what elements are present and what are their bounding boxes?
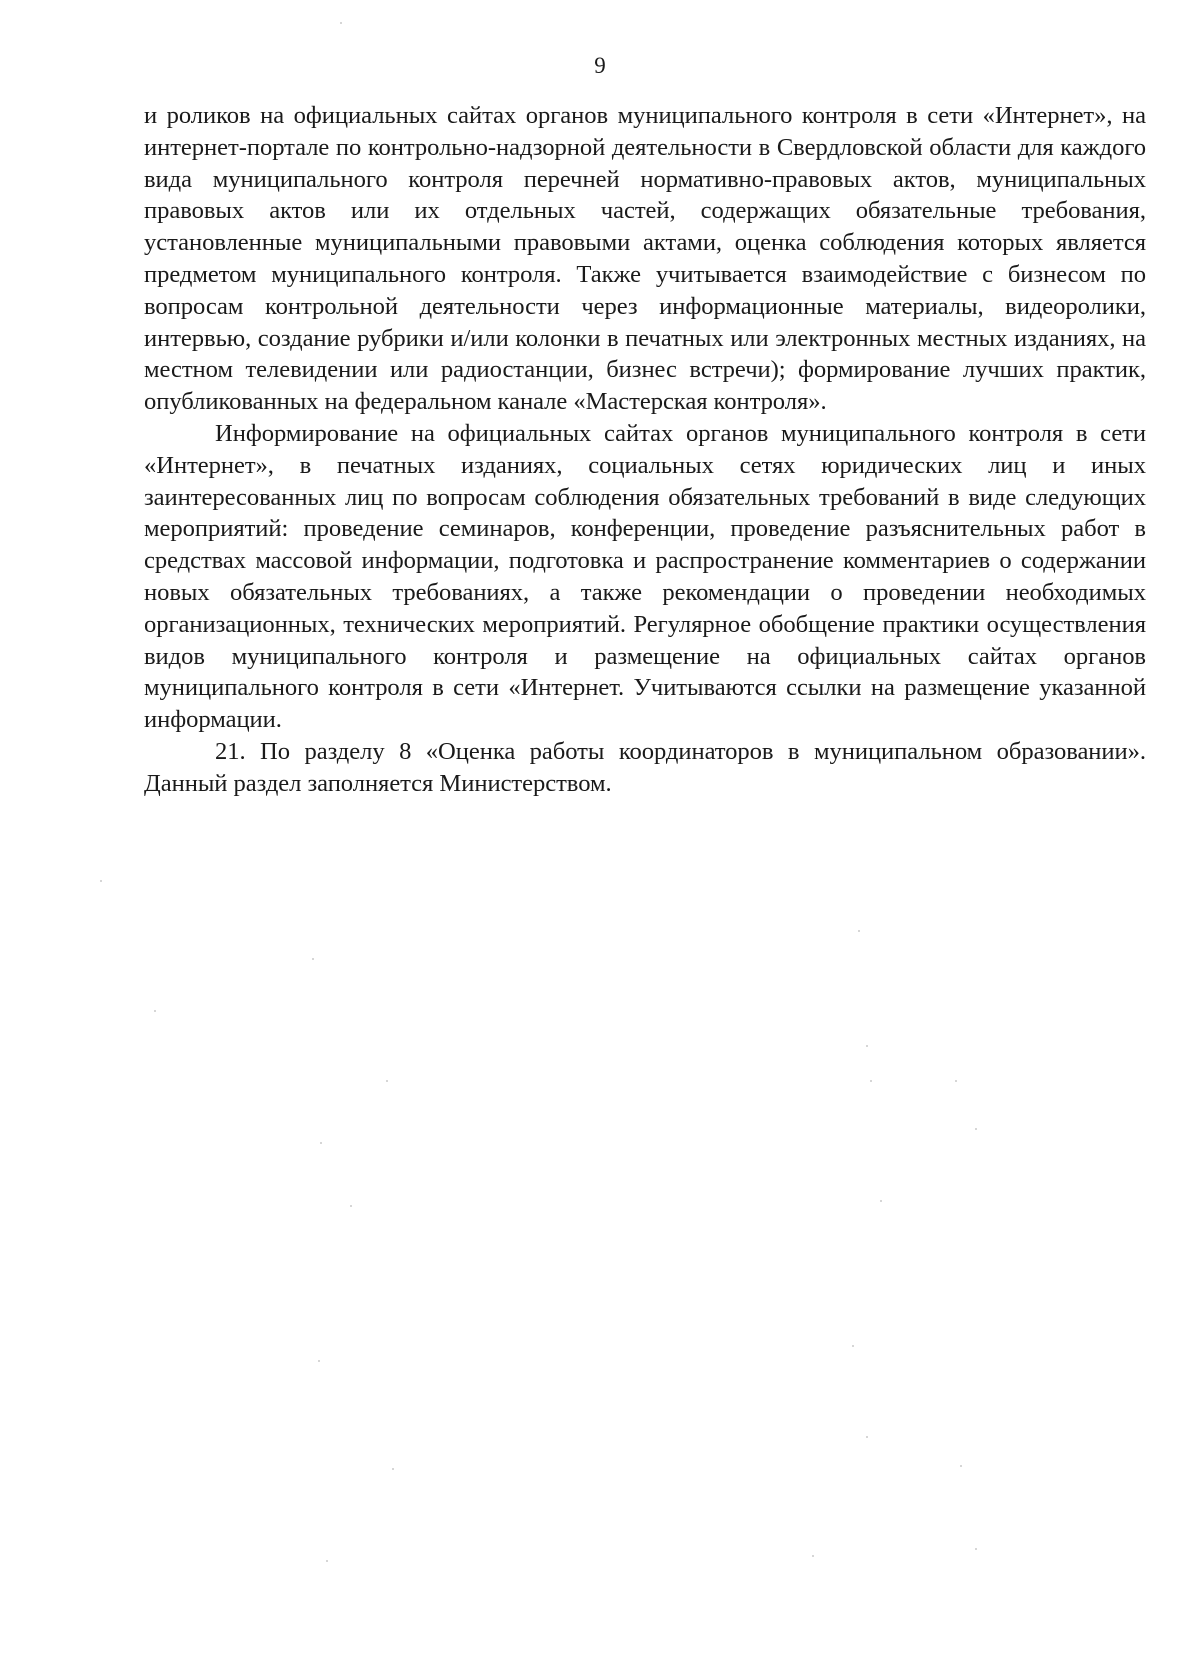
scan-noise bbox=[320, 1142, 322, 1144]
scan-noise bbox=[812, 1555, 814, 1557]
scan-noise bbox=[312, 958, 314, 960]
paragraph-continuation: и роликов на официальных сайтах органов муниципального контроля в сети «Интернет», на интернет-портале по контрольно-надзорной деятельности в Свердловской области для каждого вида муниципального контроля перечней нормативно-правовых актов, муниципальных правовых актов или их отдельных частей, содержащих обязательные требования, установленные муниципальными правовыми актами, оценка соблюдения которых является предметом муниципального контроля. Также учитывается взаимодействие с бизнесом по вопросам контрольной деятельности через информационные материалы, видеоролики, интервью, создание рубрики и/или колонки в печатных или электронных местных изданиях, на местном телевидении или радиостанции, бизнес встречи); формирование лучших практик, опубликованных на федеральном канале «Мастерская контроля». bbox=[144, 102, 1146, 416]
scan-noise bbox=[858, 930, 860, 932]
scan-noise bbox=[866, 1045, 868, 1047]
scan-noise bbox=[870, 1080, 872, 1082]
scan-noise bbox=[154, 1010, 156, 1012]
scan-noise bbox=[955, 1080, 957, 1082]
scan-noise bbox=[100, 880, 102, 882]
scan-noise bbox=[350, 1205, 352, 1207]
scan-noise bbox=[975, 1128, 977, 1130]
scan-noise bbox=[318, 1360, 320, 1362]
scan-noise bbox=[386, 1080, 388, 1082]
document-body bbox=[144, 100, 1146, 800]
page-number: 9 bbox=[594, 53, 606, 78]
scan-noise bbox=[340, 22, 342, 24]
scan-noise bbox=[852, 1345, 854, 1347]
scan-noise bbox=[326, 1560, 328, 1562]
paragraph-informing: Информирование на официальных сайтах органов муниципального контроля в сети «Интернет», в печатных изданиях, социальных сетях юридических лиц и иных заинтересованных лиц по вопросам соблюдения обязательных требований в виде следующих мероприятий: проведение семинаров, конференции, проведение разъяснительных работ в средствах массовой информации, подготовка и распространение комментариев о содержании новых обязательных требованиях, а также рекомендации о проведении необходимых организационных, технических мероприятий. Регулярное обобщение практики осуществления видов муниципального контроля и размещение на официальных сайтах органов муниципального контроля в сети «Интернет. Учитываются ссылки на размещение указанной информации. bbox=[144, 419, 1146, 734]
scan-noise bbox=[392, 1468, 394, 1470]
paragraph-section-21: 21. По разделу 8 «Оценка работы координаторов в муниципальном образовании». Данный раздел заполняется Министерством. bbox=[144, 737, 1146, 797]
scan-noise bbox=[866, 1436, 868, 1438]
scan-noise bbox=[975, 1548, 977, 1550]
scan-noise bbox=[960, 1465, 962, 1467]
scan-noise bbox=[880, 1200, 882, 1202]
